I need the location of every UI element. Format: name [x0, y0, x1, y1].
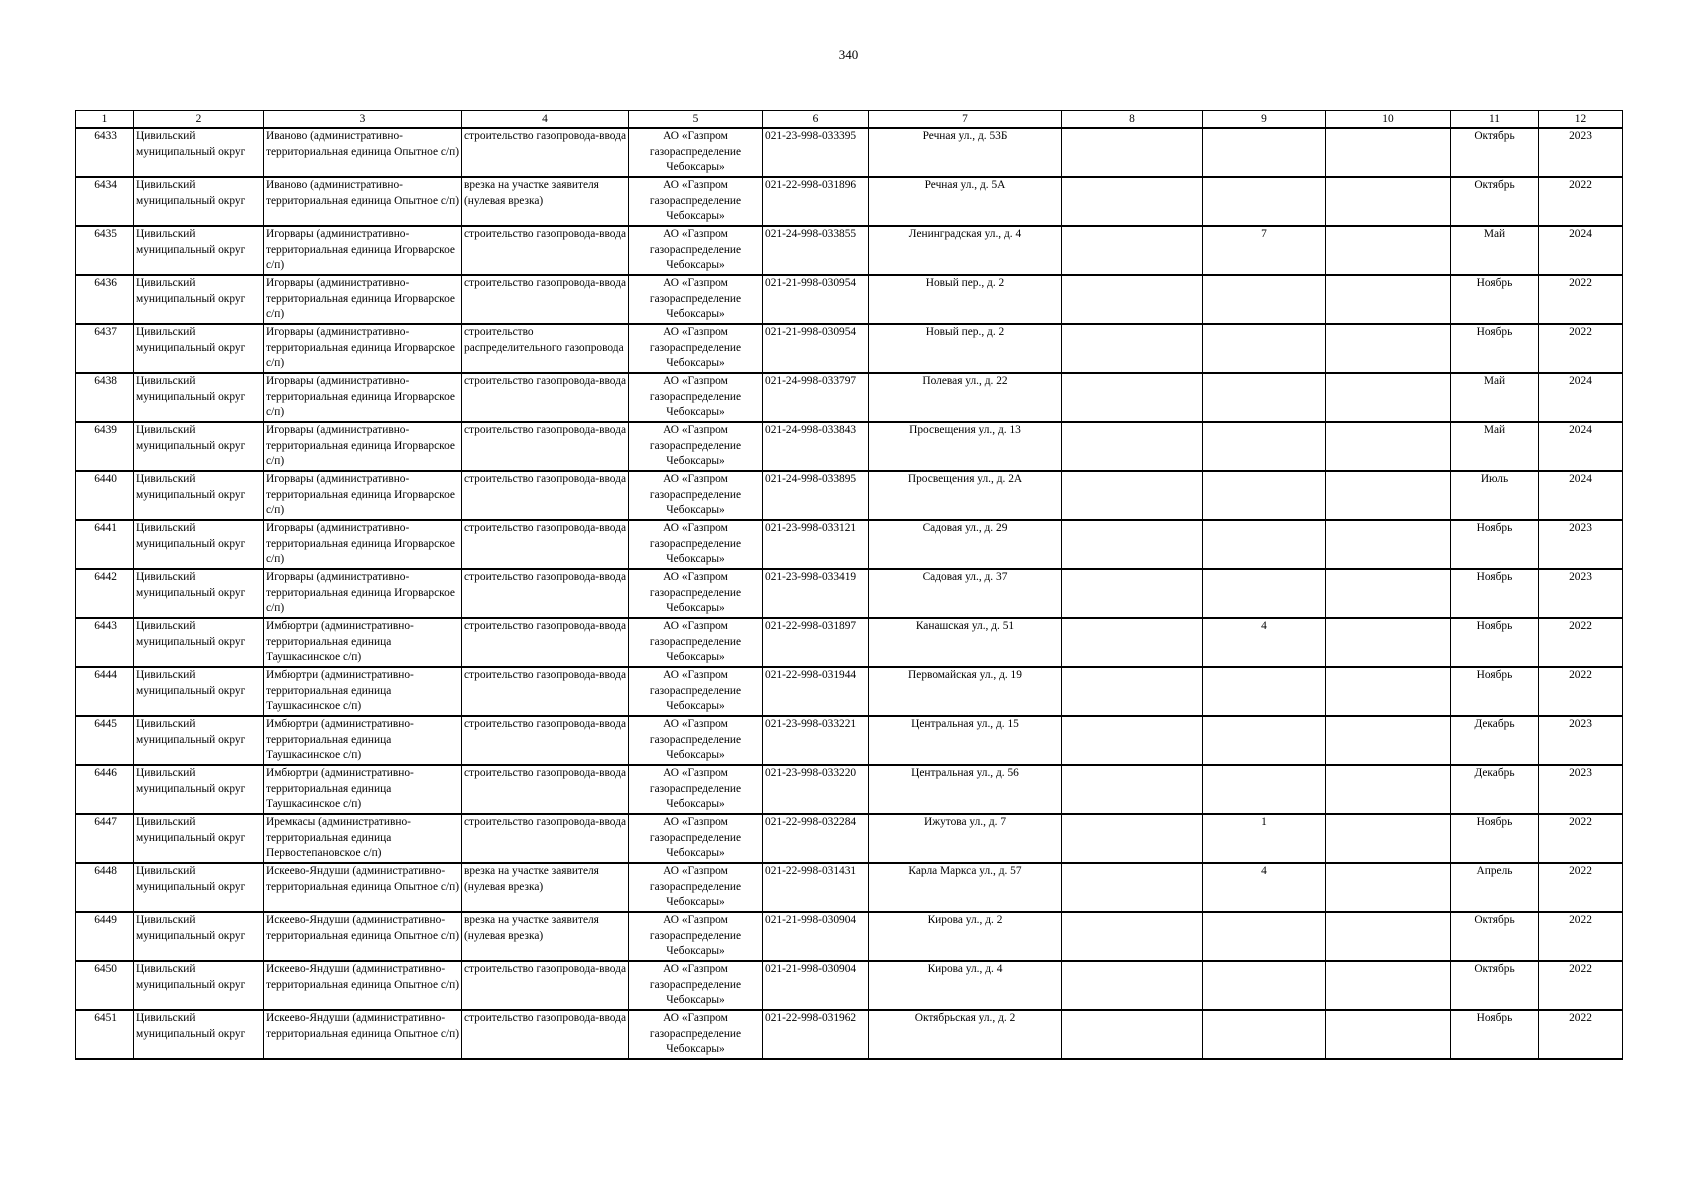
row-number-cell: 6450	[76, 961, 134, 1010]
column-8-cell	[1062, 765, 1203, 814]
organization-cell: АО «Газпром газораспределение Чебоксары»	[629, 324, 763, 373]
column-10-cell	[1326, 128, 1451, 177]
okrug-cell: Цивильский муниципальный округ	[134, 863, 264, 912]
column-9-cell: 4	[1203, 863, 1326, 912]
organization-cell: АО «Газпром газораспределение Чебоксары»	[629, 765, 763, 814]
table-row	[76, 177, 1623, 226]
okrug-cell: Цивильский муниципальный округ	[134, 520, 264, 569]
organization-cell: АО «Газпром газораспределение Чебоксары»	[629, 814, 763, 863]
settlement-cell: Искеево-Яндуши (административно-территориальная единица Опытное с/п)	[264, 1010, 462, 1059]
work-type-cell: врезка на участке заявителя (нулевая врезка)	[462, 912, 629, 961]
work-type-cell: врезка на участке заявителя (нулевая врезка)	[462, 177, 629, 226]
address-cell: Центральная ул., д. 56	[869, 765, 1062, 814]
okrug-cell: Цивильский муниципальный округ	[134, 324, 264, 373]
organization-cell: АО «Газпром газораспределение Чебоксары»	[629, 177, 763, 226]
column-9-cell	[1203, 1010, 1326, 1059]
organization-cell: АО «Газпром газораспределение Чебоксары»	[629, 226, 763, 275]
address-cell: Новый пер., д. 2	[869, 275, 1062, 324]
organization-cell: АО «Газпром газораспределение Чебоксары»	[629, 520, 763, 569]
column-10-cell	[1326, 814, 1451, 863]
table-row	[76, 1010, 1623, 1059]
year-cell: 2022	[1539, 324, 1623, 373]
column-header-4: 4	[462, 111, 629, 129]
column-9-cell	[1203, 275, 1326, 324]
work-type-cell: строительство газопровода-ввода	[462, 814, 629, 863]
month-cell: Ноябрь	[1451, 618, 1539, 667]
settlement-cell: Имбюртри (административно-территориальная единица Таушкасинское с/п)	[264, 765, 462, 814]
column-header-12: 12	[1539, 111, 1623, 129]
address-cell: Ижутова ул., д. 7	[869, 814, 1062, 863]
organization-cell: АО «Газпром газораспределение Чебоксары»	[629, 1010, 763, 1059]
year-cell: 2023	[1539, 716, 1623, 765]
column-9-cell	[1203, 422, 1326, 471]
row-number-cell: 6433	[76, 128, 134, 177]
row-number-cell: 6440	[76, 471, 134, 520]
column-9-cell	[1203, 569, 1326, 618]
table-row	[76, 716, 1623, 765]
column-9-cell	[1203, 667, 1326, 716]
work-type-cell: строительство газопровода-ввода	[462, 618, 629, 667]
row-number-cell: 6439	[76, 422, 134, 471]
organization-cell: АО «Газпром газораспределение Чебоксары»	[629, 275, 763, 324]
month-cell: Ноябрь	[1451, 814, 1539, 863]
table-row	[76, 912, 1623, 961]
code-cell: 021-23-998-033221	[763, 716, 869, 765]
month-cell: Декабрь	[1451, 716, 1539, 765]
okrug-cell: Цивильский муниципальный округ	[134, 275, 264, 324]
column-9-cell	[1203, 373, 1326, 422]
work-type-cell: врезка на участке заявителя (нулевая врезка)	[462, 863, 629, 912]
month-cell: Апрель	[1451, 863, 1539, 912]
register-table	[75, 110, 1623, 1060]
column-9-cell	[1203, 716, 1326, 765]
column-10-cell	[1326, 422, 1451, 471]
organization-cell: АО «Газпром газораспределение Чебоксары»	[629, 863, 763, 912]
column-header-9: 9	[1203, 111, 1326, 129]
column-10-cell	[1326, 667, 1451, 716]
column-9-cell	[1203, 912, 1326, 961]
column-9-cell	[1203, 471, 1326, 520]
code-cell: 021-21-998-030954	[763, 275, 869, 324]
column-8-cell	[1062, 1010, 1203, 1059]
column-header-10: 10	[1326, 111, 1451, 129]
table-row	[76, 961, 1623, 1010]
code-cell: 021-24-998-033855	[763, 226, 869, 275]
organization-cell: АО «Газпром газораспределение Чебоксары»	[629, 471, 763, 520]
month-cell: Май	[1451, 226, 1539, 275]
settlement-cell: Иваново (административно-территориальная единица Опытное с/п)	[264, 128, 462, 177]
table-body	[76, 128, 1623, 1059]
year-cell: 2024	[1539, 422, 1623, 471]
okrug-cell: Цивильский муниципальный округ	[134, 618, 264, 667]
month-cell: Ноябрь	[1451, 520, 1539, 569]
code-cell: 021-23-998-033220	[763, 765, 869, 814]
column-8-cell	[1062, 422, 1203, 471]
okrug-cell: Цивильский муниципальный округ	[134, 177, 264, 226]
address-cell: Кирова ул., д. 2	[869, 912, 1062, 961]
column-10-cell	[1326, 863, 1451, 912]
month-cell: Июль	[1451, 471, 1539, 520]
column-number-row	[76, 111, 1623, 129]
column-10-cell	[1326, 226, 1451, 275]
okrug-cell: Цивильский муниципальный округ	[134, 814, 264, 863]
okrug-cell: Цивильский муниципальный округ	[134, 569, 264, 618]
row-number-cell: 6436	[76, 275, 134, 324]
column-header-1: 1	[76, 111, 134, 129]
settlement-cell: Игорвары (административно-территориальная единица Игорварское с/п)	[264, 324, 462, 373]
code-cell: 021-23-998-033395	[763, 128, 869, 177]
table-row	[76, 324, 1623, 373]
address-cell: Ленинградская ул., д. 4	[869, 226, 1062, 275]
table-row	[76, 471, 1623, 520]
work-type-cell: строительство газопровода-ввода	[462, 1010, 629, 1059]
column-9-cell	[1203, 128, 1326, 177]
column-8-cell	[1062, 814, 1203, 863]
settlement-cell: Имбюртри (административно-территориальная единица Таушкасинское с/п)	[264, 667, 462, 716]
organization-cell: АО «Газпром газораспределение Чебоксары»	[629, 912, 763, 961]
column-8-cell	[1062, 128, 1203, 177]
column-10-cell	[1326, 569, 1451, 618]
year-cell: 2022	[1539, 177, 1623, 226]
settlement-cell: Иваново (административно-территориальная единица Опытное с/п)	[264, 177, 462, 226]
work-type-cell: строительство газопровода-ввода	[462, 226, 629, 275]
year-cell: 2022	[1539, 814, 1623, 863]
code-cell: 021-22-998-031944	[763, 667, 869, 716]
column-header-3: 3	[264, 111, 462, 129]
column-9-cell: 4	[1203, 618, 1326, 667]
code-cell: 021-24-998-033843	[763, 422, 869, 471]
okrug-cell: Цивильский муниципальный округ	[134, 373, 264, 422]
table-row	[76, 814, 1623, 863]
okrug-cell: Цивильский муниципальный округ	[134, 1010, 264, 1059]
work-type-cell: строительство газопровода-ввода	[462, 275, 629, 324]
code-cell: 021-22-998-031897	[763, 618, 869, 667]
month-cell: Ноябрь	[1451, 569, 1539, 618]
address-cell: Канашская ул., д. 51	[869, 618, 1062, 667]
month-cell: Октябрь	[1451, 961, 1539, 1010]
year-cell: 2023	[1539, 520, 1623, 569]
year-cell: 2024	[1539, 471, 1623, 520]
column-8-cell	[1062, 912, 1203, 961]
settlement-cell: Игорвары (административно-территориальная единица Игорварское с/п)	[264, 422, 462, 471]
column-8-cell	[1062, 569, 1203, 618]
table-row	[76, 569, 1623, 618]
year-cell: 2023	[1539, 765, 1623, 814]
month-cell: Ноябрь	[1451, 667, 1539, 716]
code-cell: 021-23-998-033419	[763, 569, 869, 618]
work-type-cell: строительство газопровода-ввода	[462, 373, 629, 422]
address-cell: Просвещения ул., д. 13	[869, 422, 1062, 471]
settlement-cell: Иремкасы (административно-территориальная единица Первостепановское с/п)	[264, 814, 462, 863]
column-header-5: 5	[629, 111, 763, 129]
column-header-11: 11	[1451, 111, 1539, 129]
column-10-cell	[1326, 520, 1451, 569]
organization-cell: АО «Газпром газораспределение Чебоксары»	[629, 667, 763, 716]
row-number-cell: 6448	[76, 863, 134, 912]
organization-cell: АО «Газпром газораспределение Чебоксары»	[629, 716, 763, 765]
month-cell: Октябрь	[1451, 912, 1539, 961]
table-row	[76, 422, 1623, 471]
code-cell: 021-24-998-033797	[763, 373, 869, 422]
row-number-cell: 6437	[76, 324, 134, 373]
organization-cell: АО «Газпром газораспределение Чебоксары»	[629, 569, 763, 618]
column-8-cell	[1062, 177, 1203, 226]
address-cell: Новый пер., д. 2	[869, 324, 1062, 373]
okrug-cell: Цивильский муниципальный округ	[134, 422, 264, 471]
column-8-cell	[1062, 373, 1203, 422]
column-9-cell: 7	[1203, 226, 1326, 275]
settlement-cell: Игорвары (административно-территориальная единица Игорварское с/п)	[264, 373, 462, 422]
row-number-cell: 6441	[76, 520, 134, 569]
code-cell: 021-23-998-033121	[763, 520, 869, 569]
row-number-cell: 6447	[76, 814, 134, 863]
organization-cell: АО «Газпром газораспределение Чебоксары»	[629, 618, 763, 667]
column-8-cell	[1062, 275, 1203, 324]
code-cell: 021-22-998-032284	[763, 814, 869, 863]
month-cell: Декабрь	[1451, 765, 1539, 814]
address-cell: Речная ул., д. 5А	[869, 177, 1062, 226]
code-cell: 021-22-998-031896	[763, 177, 869, 226]
row-number-cell: 6434	[76, 177, 134, 226]
column-8-cell	[1062, 863, 1203, 912]
column-10-cell	[1326, 912, 1451, 961]
settlement-cell: Имбюртри (административно-территориальная единица Таушкасинское с/п)	[264, 716, 462, 765]
column-header-8: 8	[1062, 111, 1203, 129]
column-8-cell	[1062, 471, 1203, 520]
year-cell: 2022	[1539, 618, 1623, 667]
address-cell: Садовая ул., д. 29	[869, 520, 1062, 569]
column-9-cell: 1	[1203, 814, 1326, 863]
settlement-cell: Игорвары (административно-территориальная единица Игорварское с/п)	[264, 471, 462, 520]
column-10-cell	[1326, 275, 1451, 324]
column-10-cell	[1326, 716, 1451, 765]
address-cell: Кирова ул., д. 4	[869, 961, 1062, 1010]
work-type-cell: строительство распределительного газопровода	[462, 324, 629, 373]
table-row	[76, 128, 1623, 177]
column-10-cell	[1326, 961, 1451, 1010]
settlement-cell: Искеево-Яндуши (административно-территориальная единица Опытное с/п)	[264, 863, 462, 912]
column-8-cell	[1062, 226, 1203, 275]
column-10-cell	[1326, 471, 1451, 520]
year-cell: 2023	[1539, 128, 1623, 177]
address-cell: Центральная ул., д. 15	[869, 716, 1062, 765]
organization-cell: АО «Газпром газораспределение Чебоксары»	[629, 422, 763, 471]
settlement-cell: Игорвары (административно-территориальная единица Игорварское с/п)	[264, 275, 462, 324]
code-cell: 021-24-998-033895	[763, 471, 869, 520]
column-9-cell	[1203, 177, 1326, 226]
code-cell: 021-21-998-030904	[763, 912, 869, 961]
column-8-cell	[1062, 618, 1203, 667]
year-cell: 2022	[1539, 275, 1623, 324]
okrug-cell: Цивильский муниципальный округ	[134, 471, 264, 520]
column-9-cell	[1203, 961, 1326, 1010]
address-cell: Садовая ул., д. 37	[869, 569, 1062, 618]
code-cell: 021-22-998-031962	[763, 1010, 869, 1059]
month-cell: Май	[1451, 373, 1539, 422]
okrug-cell: Цивильский муниципальный округ	[134, 961, 264, 1010]
address-cell: Октябрьская ул., д. 2	[869, 1010, 1062, 1059]
settlement-cell: Игорвары (административно-территориальная единица Игорварское с/п)	[264, 520, 462, 569]
address-cell: Просвещения ул., д. 2А	[869, 471, 1062, 520]
work-type-cell: строительство газопровода-ввода	[462, 961, 629, 1010]
table-row	[76, 373, 1623, 422]
year-cell: 2022	[1539, 961, 1623, 1010]
table-row	[76, 765, 1623, 814]
column-8-cell	[1062, 324, 1203, 373]
year-cell: 2023	[1539, 569, 1623, 618]
month-cell: Ноябрь	[1451, 324, 1539, 373]
column-10-cell	[1326, 324, 1451, 373]
settlement-cell: Игорвары (административно-территориальная единица Игорварское с/п)	[264, 569, 462, 618]
year-cell: 2022	[1539, 1010, 1623, 1059]
row-number-cell: 6442	[76, 569, 134, 618]
column-8-cell	[1062, 667, 1203, 716]
year-cell: 2022	[1539, 912, 1623, 961]
table-row	[76, 667, 1623, 716]
address-cell: Речная ул., д. 53Б	[869, 128, 1062, 177]
row-number-cell: 6446	[76, 765, 134, 814]
address-cell: Карла Маркса ул., д. 57	[869, 863, 1062, 912]
column-8-cell	[1062, 961, 1203, 1010]
okrug-cell: Цивильский муниципальный округ	[134, 912, 264, 961]
column-10-cell	[1326, 618, 1451, 667]
column-8-cell	[1062, 520, 1203, 569]
column-9-cell	[1203, 324, 1326, 373]
row-number-cell: 6443	[76, 618, 134, 667]
okrug-cell: Цивильский муниципальный округ	[134, 128, 264, 177]
code-cell: 021-21-998-030954	[763, 324, 869, 373]
row-number-cell: 6451	[76, 1010, 134, 1059]
month-cell: Ноябрь	[1451, 1010, 1539, 1059]
year-cell: 2022	[1539, 863, 1623, 912]
okrug-cell: Цивильский муниципальный округ	[134, 667, 264, 716]
okrug-cell: Цивильский муниципальный округ	[134, 765, 264, 814]
work-type-cell: строительство газопровода-ввода	[462, 716, 629, 765]
organization-cell: АО «Газпром газораспределение Чебоксары»	[629, 373, 763, 422]
row-number-cell: 6445	[76, 716, 134, 765]
okrug-cell: Цивильский муниципальный округ	[134, 716, 264, 765]
column-9-cell	[1203, 520, 1326, 569]
work-type-cell: строительство газопровода-ввода	[462, 471, 629, 520]
row-number-cell: 6449	[76, 912, 134, 961]
address-cell: Первомайская ул., д. 19	[869, 667, 1062, 716]
work-type-cell: строительство газопровода-ввода	[462, 520, 629, 569]
row-number-cell: 6435	[76, 226, 134, 275]
settlement-cell: Искеево-Яндуши (административно-территориальная единица Опытное с/п)	[264, 961, 462, 1010]
month-cell: Октябрь	[1451, 128, 1539, 177]
column-8-cell	[1062, 716, 1203, 765]
organization-cell: АО «Газпром газораспределение Чебоксары»	[629, 961, 763, 1010]
settlement-cell: Игорвары (административно-территориальная единица Игорварское с/п)	[264, 226, 462, 275]
column-10-cell	[1326, 1010, 1451, 1059]
month-cell: Май	[1451, 422, 1539, 471]
month-cell: Октябрь	[1451, 177, 1539, 226]
column-header-6: 6	[763, 111, 869, 129]
work-type-cell: строительство газопровода-ввода	[462, 667, 629, 716]
month-cell: Ноябрь	[1451, 275, 1539, 324]
column-9-cell	[1203, 765, 1326, 814]
page-number: 340	[838, 47, 859, 62]
settlement-cell: Искеево-Яндуши (административно-территориальная единица Опытное с/п)	[264, 912, 462, 961]
table-row	[76, 863, 1623, 912]
column-10-cell	[1326, 765, 1451, 814]
row-number-cell: 6438	[76, 373, 134, 422]
work-type-cell: строительство газопровода-ввода	[462, 765, 629, 814]
year-cell: 2022	[1539, 667, 1623, 716]
table-row	[76, 226, 1623, 275]
column-10-cell	[1326, 373, 1451, 422]
table-row	[76, 275, 1623, 324]
table-row	[76, 520, 1623, 569]
work-type-cell: строительство газопровода-ввода	[462, 422, 629, 471]
column-header-7: 7	[869, 111, 1062, 129]
work-type-cell: строительство газопровода-ввода	[462, 569, 629, 618]
code-cell: 021-21-998-030904	[763, 961, 869, 1010]
settlement-cell: Имбюртри (административно-территориальная единица Таушкасинское с/п)	[264, 618, 462, 667]
year-cell: 2024	[1539, 373, 1623, 422]
column-header-2: 2	[134, 111, 264, 129]
organization-cell: АО «Газпром газораспределение Чебоксары»	[629, 128, 763, 177]
okrug-cell: Цивильский муниципальный округ	[134, 226, 264, 275]
work-type-cell: строительство газопровода-ввода	[462, 128, 629, 177]
column-10-cell	[1326, 177, 1451, 226]
table-row	[76, 618, 1623, 667]
year-cell: 2024	[1539, 226, 1623, 275]
code-cell: 021-22-998-031431	[763, 863, 869, 912]
address-cell: Полевая ул., д. 22	[869, 373, 1062, 422]
row-number-cell: 6444	[76, 667, 134, 716]
